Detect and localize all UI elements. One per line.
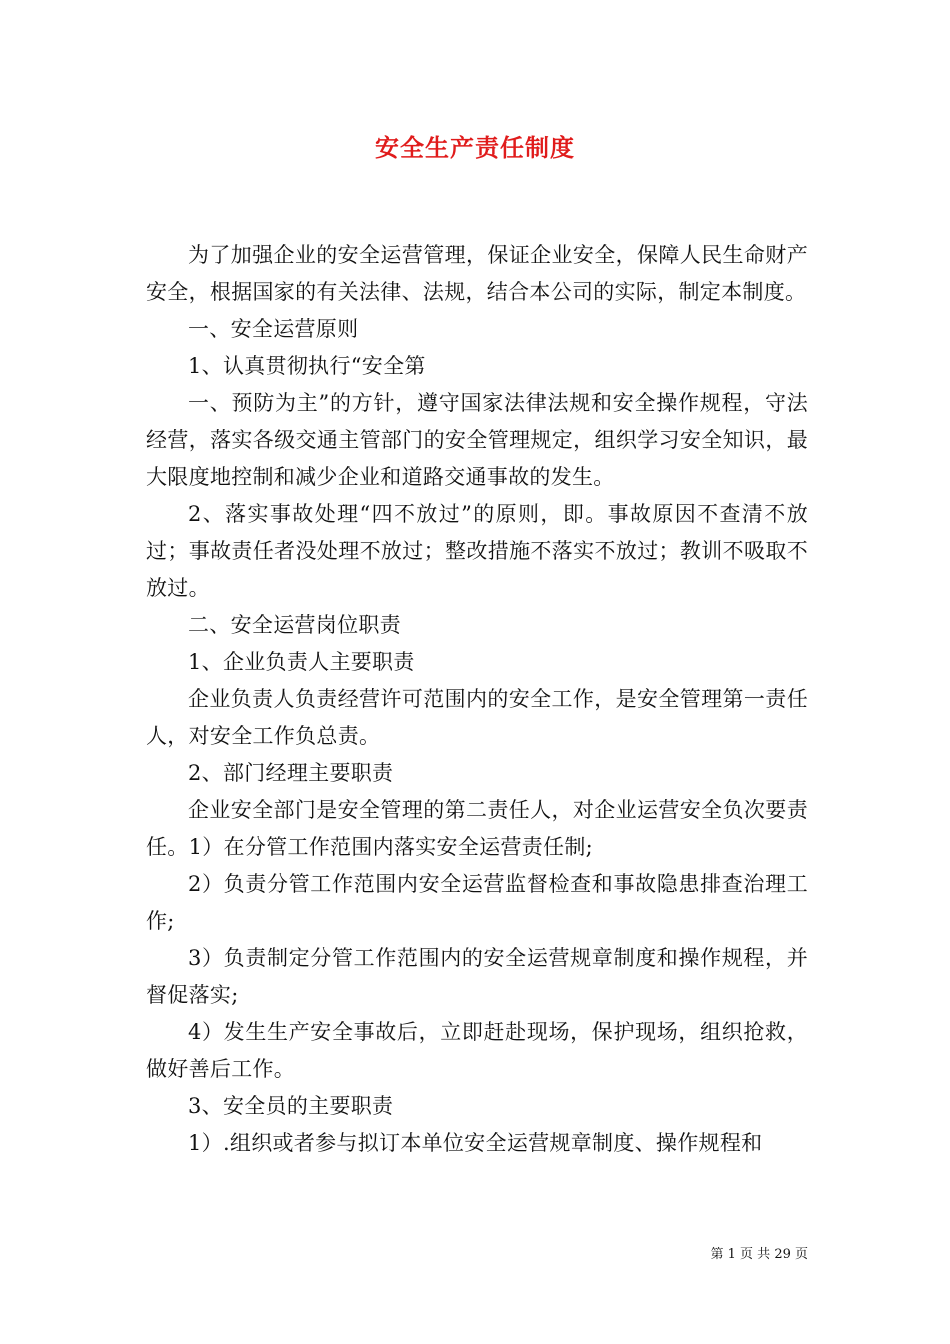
document-body: [146, 237, 808, 1162]
subsection-heading: 1、企业负责人主要职责: [188, 650, 415, 674]
document-title: 安全生产责任制度: [375, 133, 575, 162]
paragraph: 4）发生生产安全事故后，立即赶赴现场，保护现场，组织抢救，做好善后工作。: [146, 1020, 808, 1081]
paragraph: 企业安全部门是安全管理的第二责任人，对企业运营安全负次要责任。1）在分管工作范围内落实安全运营责任制;: [146, 798, 808, 859]
subsection-heading: 2、部门经理主要职责: [188, 761, 394, 785]
paragraph: 为了加强企业的安全运营管理，保证企业安全，保障人民生命财产安全，根据国家的有关法律、法规，结合本公司的实际，制定本制度。: [146, 243, 808, 304]
subsection-heading: 3、安全员的主要职责: [188, 1094, 394, 1118]
paragraph: 3）负责制定分管工作范围内的安全运营规章制度和操作规程，并督促落实;: [146, 946, 808, 1007]
paragraph: 2、落实事故处理“四不放过”的原则，即。事故原因不查清不放过；事故责任者没处理不放过；整改措施不落实不放过；教训不吸取不放过。: [146, 502, 808, 600]
section-heading: 二、安全运营岗位职责: [188, 613, 401, 637]
paragraph: 1、认真贯彻执行“安全第: [188, 354, 426, 378]
paragraph: 2）负责分管工作范围内安全运营监督检查和事故隐患排查治理工作;: [146, 872, 808, 933]
paragraph: 1）.组织或者参与拟订本单位安全运营规章制度、操作规程和: [188, 1131, 763, 1155]
paragraph: 一、预防为主”的方针，遵守国家法律法规和安全操作规程，守法经营，落实各级交通主管部门的安全管理规定，组织学习安全知识，最大限度地控制和减少企业和道路交通事故的发生。: [146, 391, 808, 489]
section-heading: 一、安全运营原则: [188, 317, 359, 341]
paragraph: 企业负责人负责经营许可范围内的安全工作，是安全管理第一责任人，对安全工作负总责。: [146, 687, 808, 748]
page-number: 第 1 页 共 29 页: [710, 1247, 808, 1262]
